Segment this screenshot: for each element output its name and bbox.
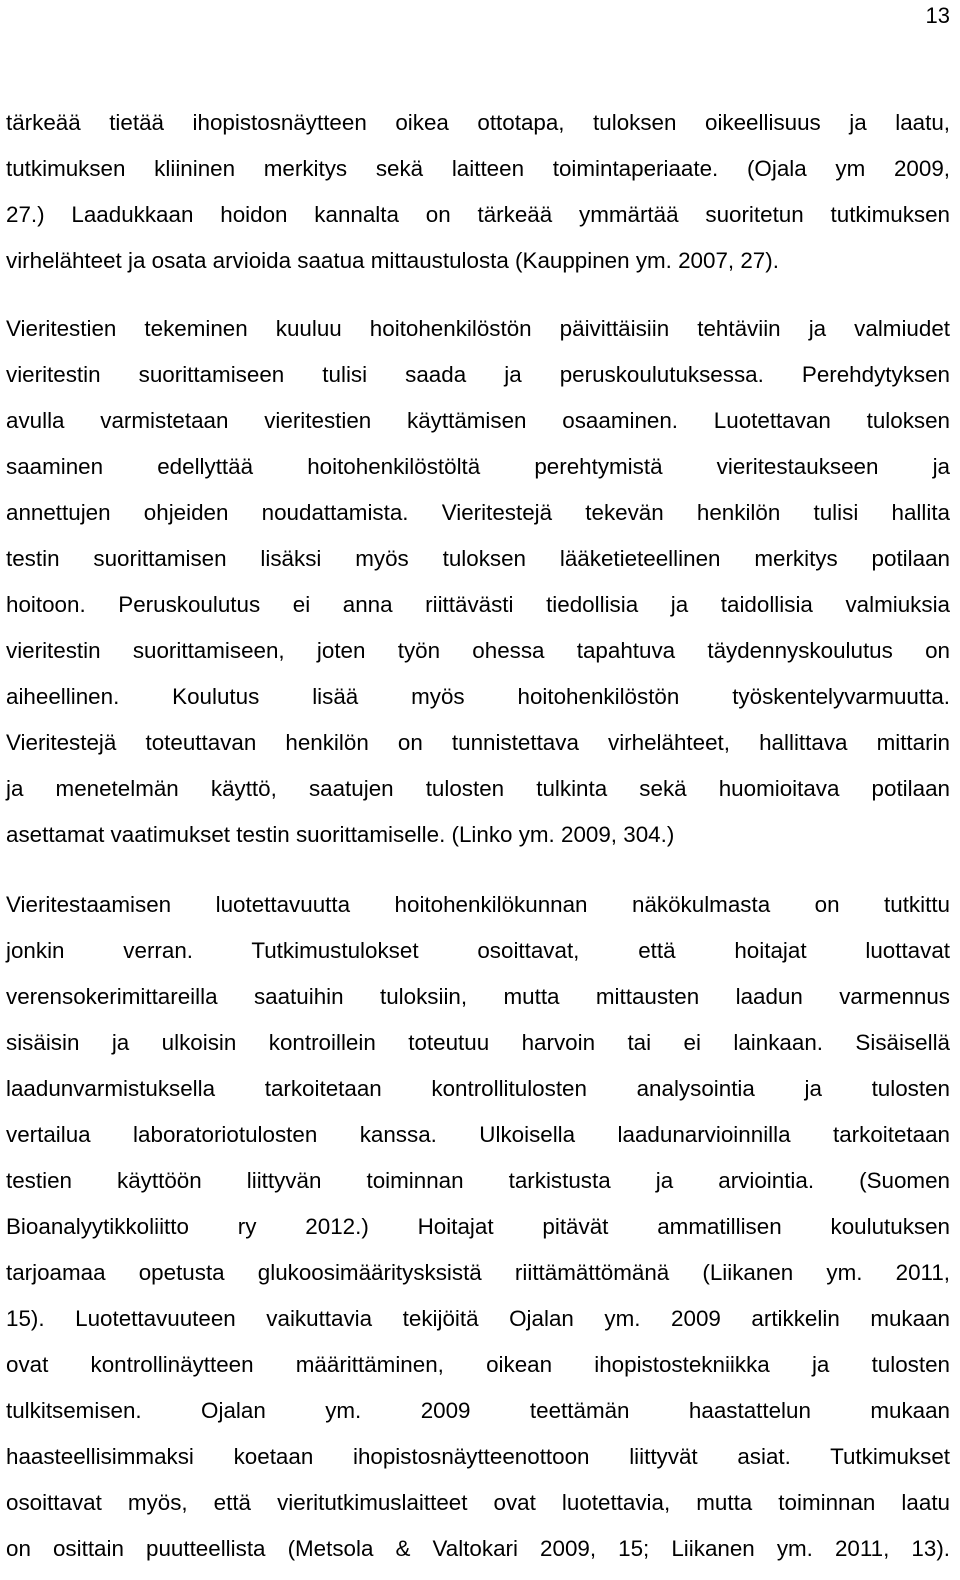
text-line: hoitoon. Peruskoulutus ei anna riittävästi tiedollisia ja taidollisia valmiuksia — [6, 592, 950, 617]
text-line: laadunvarmistuksella tarkoitetaan kontrollitulosten analysointia ja tulosten — [6, 1076, 950, 1101]
text-line: vieritestin suorittamiseen, joten työn ohessa tapahtuva täydennyskoulutus on — [6, 638, 950, 663]
text-line: tutkimuksen kliininen merkitys sekä laitteen toimintaperiaate. (Ojala ym 2009, — [6, 156, 950, 181]
text-line: Bioanalyytikkoliitto ry 2012.) Hoitajat pitävät ammatillisen koulutuksen — [6, 1214, 950, 1239]
text-line: 15). Luotettavuuteen vaikuttavia tekijöitä Ojalan ym. 2009 artikkelin mukaan — [6, 1306, 950, 1331]
paragraph-3 — [6, 882, 950, 1572]
text-line: annettujen ohjeiden noudattamista. Vieritestejä tekevän henkilön tulisi hallita — [6, 500, 950, 525]
text-line: 27.) Laadukkaan hoidon kannalta on tärkeää ymmärtää suoritetun tutkimuksen — [6, 202, 950, 227]
text-line: aiheellinen. Koulutus lisää myös hoitohenkilöstön työskentelyvarmuutta. — [6, 684, 950, 709]
page-number: 13 — [925, 3, 950, 28]
paragraph-1 — [6, 100, 950, 284]
text-line: osoittavat myös, että vieritutkimuslaitteet ovat luotettavia, mutta toiminnan laatu — [6, 1490, 950, 1515]
text-line: testien käyttöön liittyvän toiminnan tarkistusta ja arviointia. (Suomen — [6, 1168, 950, 1193]
text-line: tarjoamaa opetusta glukoosimääritysksistä riittämättömänä (Liikanen ym. 2011, — [6, 1260, 950, 1285]
text-line: vieritestin suorittamiseen tulisi saada ja peruskoulutuksessa. Perehdytyksen — [6, 362, 950, 387]
text-line: on osittain puutteellista (Metsola & Valtokari 2009, 15; Liikanen ym. 2011, 13). — [6, 1536, 950, 1561]
text-line: haasteellisimmaksi koetaan ihopistosnäytteenottoon liittyvät asiat. Tutkimukset — [6, 1444, 950, 1469]
text-line: testin suorittamisen lisäksi myös tuloksen lääketieteellinen merkitys potilaan — [6, 546, 950, 571]
text-line: sisäisin ja ulkoisin kontroillein toteutuu harvoin tai ei lainkaan. Sisäisellä — [6, 1030, 950, 1055]
text-line: virhelähteet ja osata arvioida saatua mittaustulosta (Kauppinen ym. 2007, 27). — [6, 248, 779, 273]
text-line: avulla varmistetaan vieritestien käyttämisen osaaminen. Luotettavan tuloksen — [6, 408, 950, 433]
text-line: Vieritestaamisen luotettavuutta hoitohenkilökunnan näkökulmasta on tutkittu — [6, 892, 950, 917]
text-line: jonkin verran. Tutkimustulokset osoittavat, että hoitajat luottavat — [6, 938, 950, 963]
text-line: Vieritestejä toteuttavan henkilön on tunnistettava virhelähteet, hallittava mittarin — [6, 730, 950, 755]
text-line: ja menetelmän käyttö, saatujen tulosten tulkinta sekä huomioitava potilaan — [6, 776, 950, 801]
text-line: Vieritestien tekeminen kuuluu hoitohenkilöstön päivittäisiin tehtäviin ja valmiudet — [6, 316, 950, 341]
text-line: tulkitsemisen. Ojalan ym. 2009 teettämän haastattelun mukaan — [6, 1398, 950, 1423]
text-line: ovat kontrollinäytteen määrittäminen, oikean ihopistostekniikka ja tulosten — [6, 1352, 950, 1377]
text-line: verensokerimittareilla saatuihin tuloksiin, mutta mittausten laadun varmennus — [6, 984, 950, 1009]
text-line: tärkeää tietää ihopistosnäytteen oikea ottotapa, tuloksen oikeellisuus ja laatu, — [6, 110, 950, 135]
text-line: asettamat vaatimukset testin suorittamiselle. (Linko ym. 2009, 304.) — [6, 822, 675, 847]
text-line: vertailua laboratoriotulosten kanssa. Ulkoisella laadunarvioinnilla tarkoitetaan — [6, 1122, 950, 1147]
text-line: saaminen edellyttää hoitohenkilöstöltä perehtymistä vieritestaukseen ja — [6, 454, 950, 479]
paragraph-2 — [6, 306, 950, 858]
